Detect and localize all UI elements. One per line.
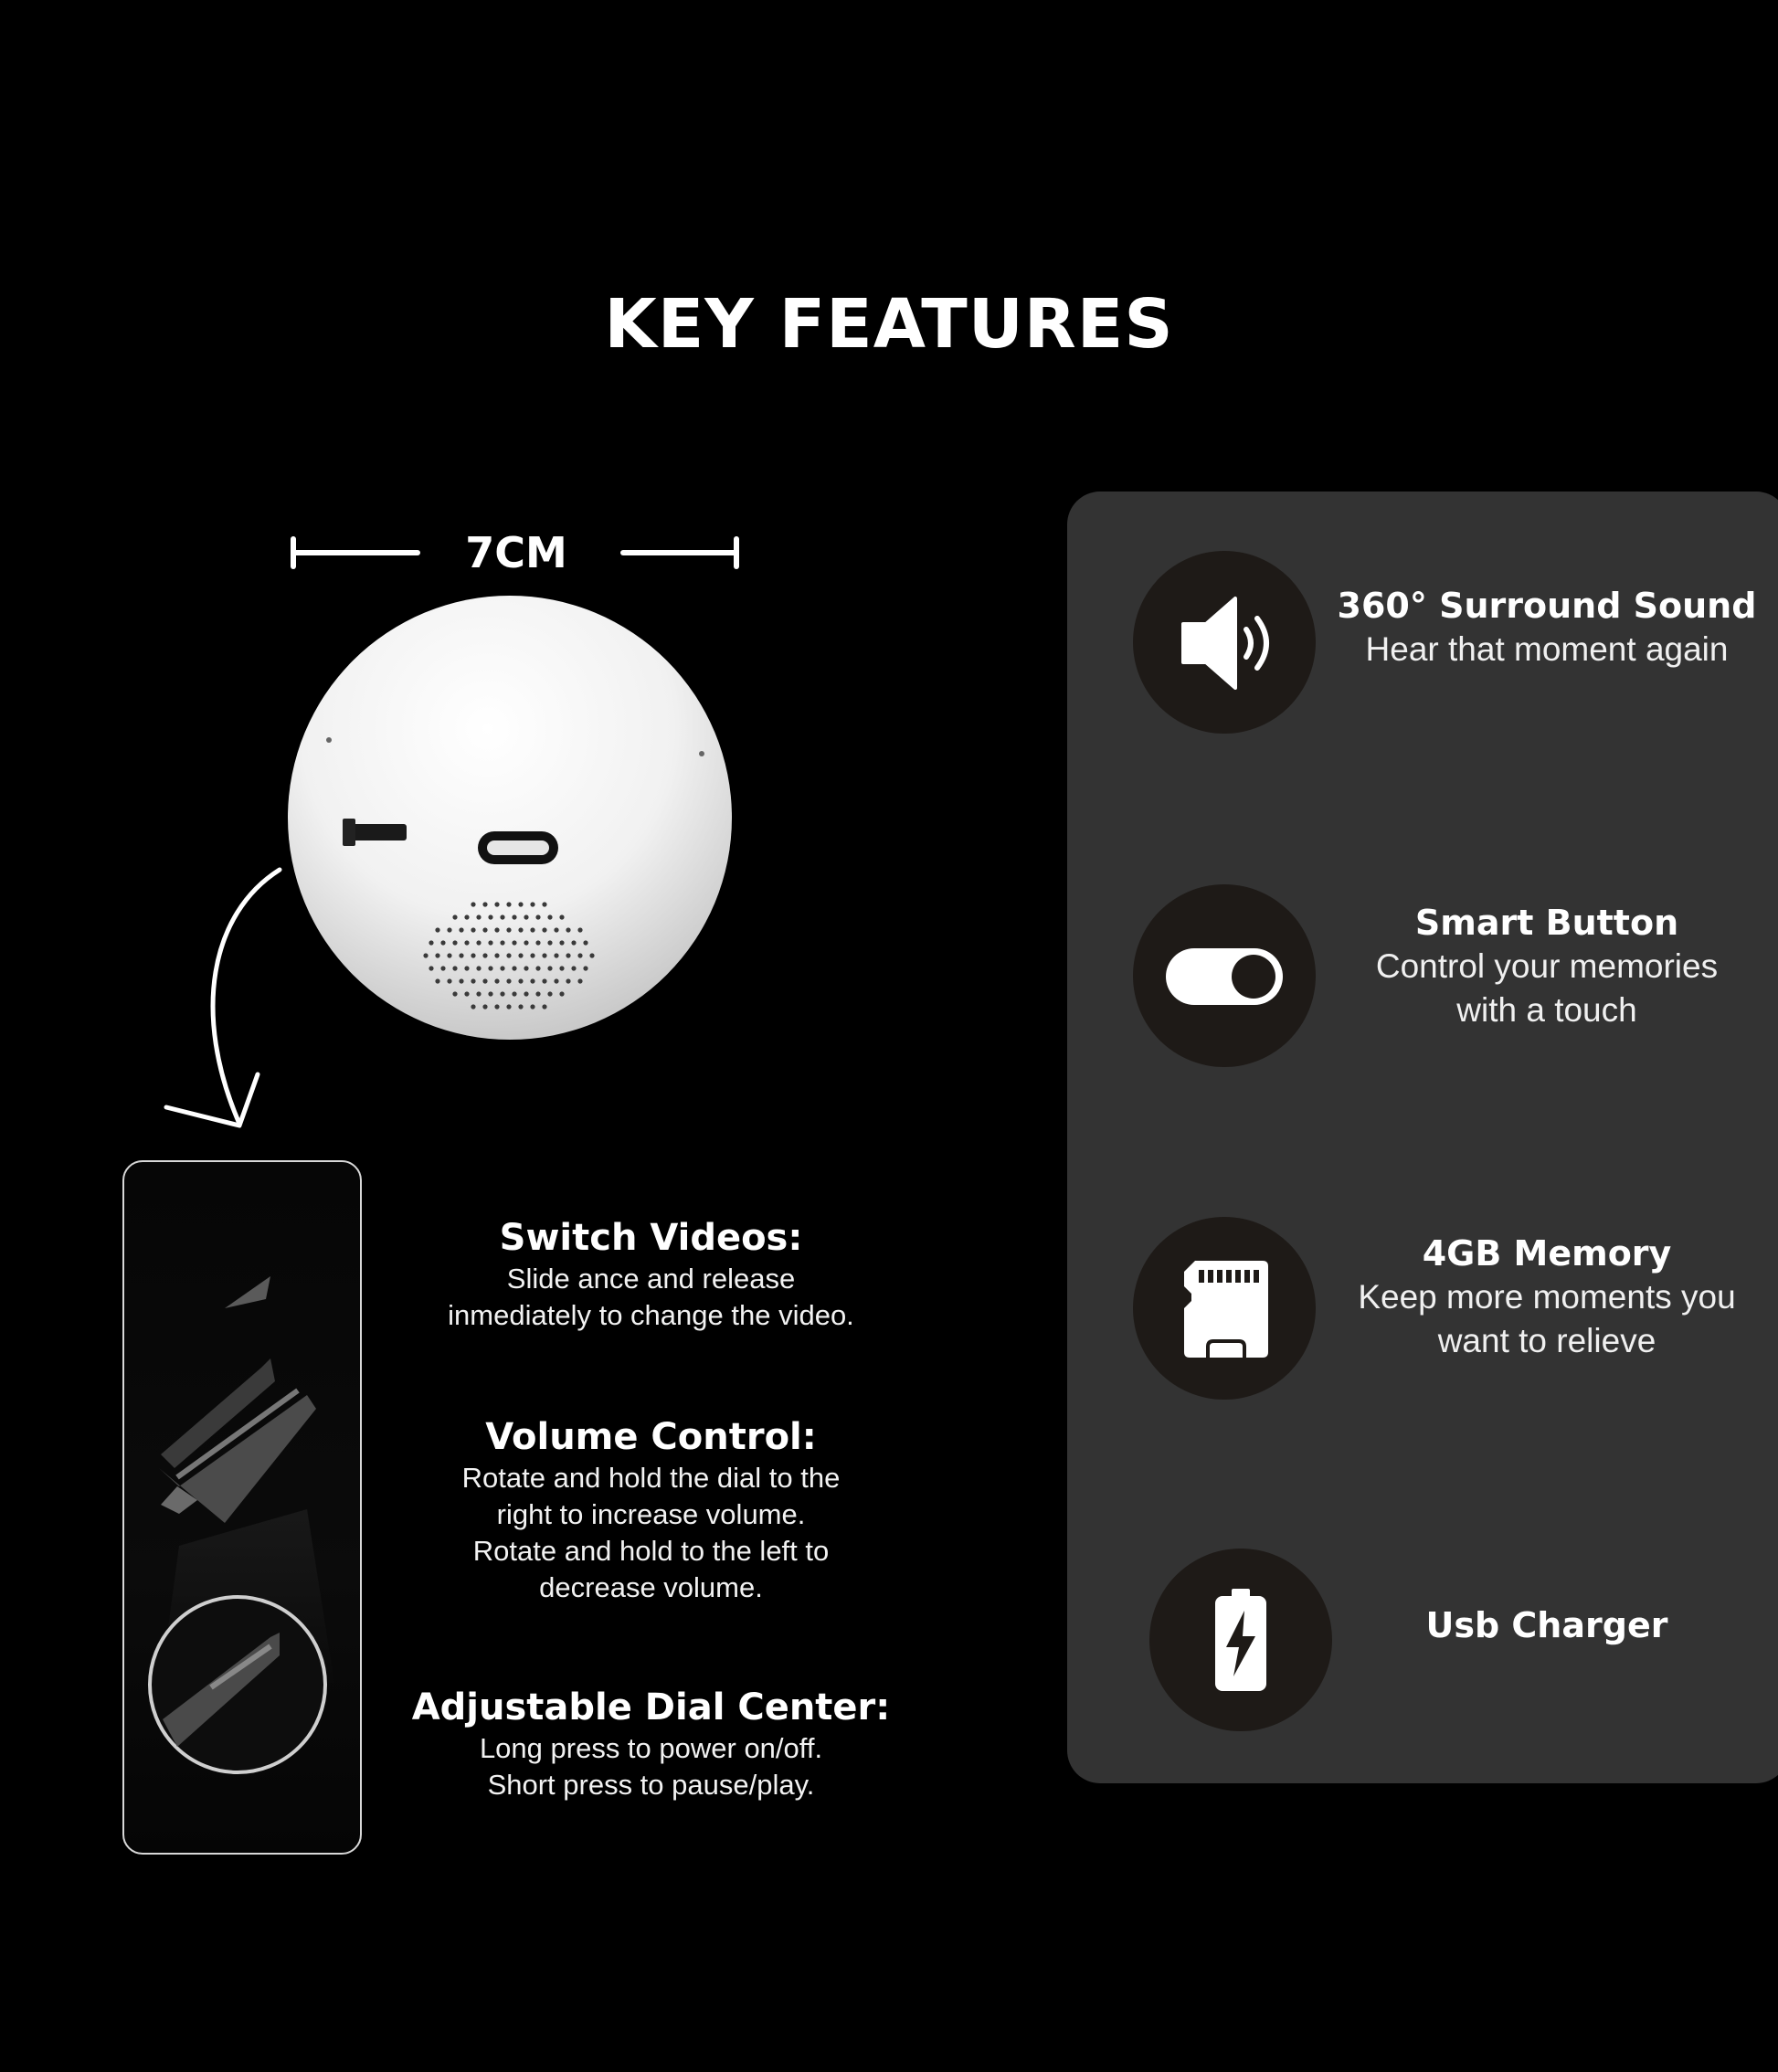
dimension-bar-right bbox=[620, 550, 737, 555]
feature-subtitle-line-1: Control your memories bbox=[1375, 947, 1719, 985]
feature-title: Usb Charger bbox=[1425, 1605, 1668, 1645]
feature-title: 4GB Memory bbox=[1422, 1233, 1672, 1274]
dial-center-description bbox=[393, 1685, 909, 1803]
switch-videos-line-1: Slide ance and release bbox=[506, 1263, 796, 1295]
feature-icon-circle bbox=[1133, 1217, 1316, 1400]
volume-control-line-3: Rotate and hold to the left to bbox=[472, 1535, 830, 1567]
feature-usb-charger bbox=[1067, 1549, 1778, 1740]
toggle-icon bbox=[1133, 884, 1316, 1067]
feature-subtitle-line-2: with a touch bbox=[1456, 991, 1637, 1029]
dimension-indicator bbox=[288, 516, 745, 589]
feature-subtitle-line-2: want to relieve bbox=[1437, 1322, 1656, 1359]
feature-subtitle-line-1: Hear that moment again bbox=[1365, 630, 1729, 668]
feature-title: Smart Button bbox=[1414, 903, 1679, 943]
feature-memory bbox=[1067, 1217, 1778, 1409]
feature-surround-sound bbox=[1067, 551, 1778, 743]
feature-subtitle-line-1: Keep more moments you bbox=[1358, 1278, 1736, 1316]
feature-smart-button bbox=[1067, 884, 1778, 1076]
curved-arrow-icon bbox=[155, 859, 302, 1133]
feature-title: 360° Surround Sound bbox=[1337, 586, 1757, 626]
dial-center-title: Adjustable Dial Center: bbox=[411, 1686, 891, 1728]
volume-control-line-2: right to increase volume. bbox=[496, 1498, 806, 1530]
switch-videos-description bbox=[393, 1215, 909, 1334]
feature-text bbox=[1305, 1603, 1778, 1647]
volume-control-description bbox=[393, 1414, 909, 1606]
volume-control-line-1: Rotate and hold the dial to the bbox=[461, 1462, 841, 1494]
feature-icon-circle bbox=[1133, 884, 1316, 1067]
switch-videos-title: Switch Videos: bbox=[499, 1217, 803, 1259]
page-title: KEY FEATURES bbox=[604, 285, 1174, 364]
dial-closeup-image bbox=[122, 1160, 362, 1855]
dimension-tick-right bbox=[734, 536, 739, 569]
features-panel bbox=[1067, 492, 1778, 1783]
volume-control-title: Volume Control: bbox=[485, 1416, 817, 1458]
volume-control-line-4: decrease volume. bbox=[539, 1571, 763, 1603]
dial-center-line-2: Short press to pause/play. bbox=[487, 1769, 815, 1801]
dial-center-line-1: Long press to power on/off. bbox=[479, 1732, 823, 1764]
feature-text bbox=[1305, 1232, 1778, 1363]
sd-card-icon bbox=[1133, 1217, 1316, 1400]
product-sphere-image bbox=[279, 594, 736, 1051]
feature-icon-circle bbox=[1133, 551, 1316, 734]
switch-videos-line-2: inmediately to change the video. bbox=[448, 1299, 854, 1331]
dimension-label: 7CM bbox=[465, 528, 567, 577]
feature-text bbox=[1305, 584, 1778, 671]
speaker-icon bbox=[1133, 551, 1316, 734]
feature-text bbox=[1305, 901, 1778, 1032]
